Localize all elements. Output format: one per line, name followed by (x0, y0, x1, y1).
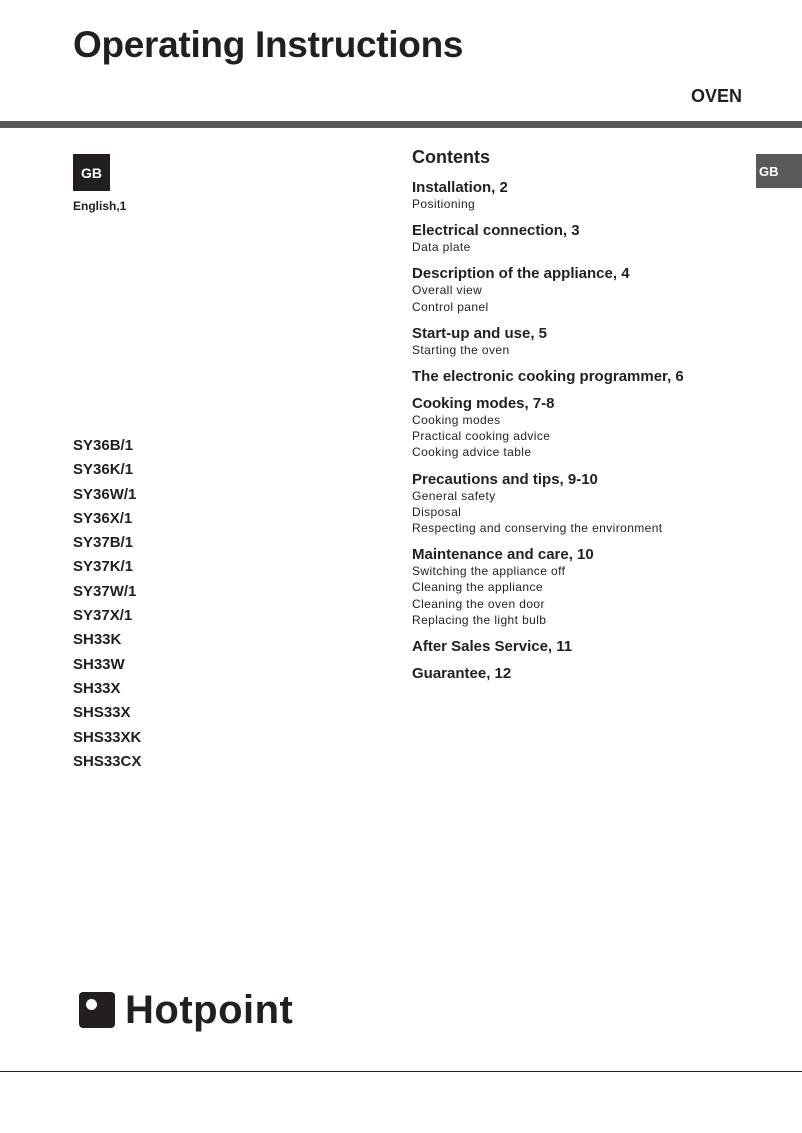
section-subitem: Control panel (412, 299, 489, 314)
model-item: SY36K/1 (73, 461, 134, 479)
model-list (73, 434, 141, 774)
contents-section (412, 222, 752, 255)
section-heading: The electronic cooking programmer, 6 (412, 368, 684, 386)
model-item: SY36W/1 (73, 485, 137, 503)
section-subitem: Cooking advice table (412, 445, 532, 460)
section-heading: Electrical connection, 3 (412, 222, 580, 240)
contents-section (412, 325, 752, 358)
section-heading: After Sales Service, 11 (412, 638, 573, 656)
header-divider (0, 121, 802, 128)
section-heading: Installation, 2 (412, 179, 508, 196)
section-subitem: Practical cooking advice (412, 429, 551, 444)
contents-section (412, 665, 752, 682)
model-item: SY37X/1 (73, 607, 133, 625)
model-item: SHS33X (73, 704, 131, 722)
model-item: SHS33XK (73, 728, 142, 746)
contents-section (412, 546, 752, 628)
section-heading: Guarantee, 12 (412, 665, 512, 683)
section-subitem: Cleaning the oven door (412, 596, 545, 611)
contents-section (412, 265, 752, 314)
model-item: SY36B/1 (73, 437, 134, 454)
section-subitem: General safety (412, 488, 496, 503)
section-subitem: Switching the appliance off (412, 564, 566, 579)
section-subitem: Data plate (412, 240, 471, 255)
page-title: Operating Instructions (73, 24, 464, 65)
model-item: SY37K/1 (73, 558, 134, 576)
model-item: SY37B/1 (73, 534, 134, 552)
language-label: English,1 (73, 199, 127, 213)
section-heading: Description of the appliance, 4 (412, 265, 630, 283)
section-subitem: Disposal (412, 504, 462, 519)
contents-section (412, 471, 752, 537)
language-side-tab: GB (756, 154, 802, 188)
model-item: SH33W (73, 655, 125, 673)
section-subitem: Starting the oven (412, 342, 510, 357)
brand-logo (79, 988, 293, 1032)
section-heading: Cooking modes, 7-8 (412, 395, 555, 413)
brand-mark-icon (79, 992, 115, 1028)
model-item: SH33K (73, 631, 122, 649)
contents-section (412, 395, 752, 461)
model-item: SH33X (73, 679, 121, 697)
section-subitem: Positioning (412, 197, 476, 211)
brand-name: Hotpoint (125, 988, 294, 1032)
table-of-contents (412, 147, 752, 692)
contents-sections (412, 179, 752, 682)
model-item: SHS33CX (73, 752, 142, 770)
contents-section (412, 638, 752, 655)
section-subitem: Cleaning the appliance (412, 580, 543, 595)
footer-divider (0, 1071, 802, 1072)
section-subitem: Cooking modes (412, 413, 501, 428)
contents-heading: Contents (412, 147, 490, 167)
contents-section (412, 179, 752, 212)
language-badge: GB (73, 154, 110, 191)
section-subitem: Respecting and conserving the environment (412, 521, 663, 536)
contents-section (412, 368, 752, 385)
model-item: SY36X/1 (73, 509, 133, 527)
section-subitem: Replacing the light bulb (412, 612, 547, 627)
section-subitem: Overall view (412, 283, 483, 298)
product-type: OVEN (690, 86, 742, 106)
section-heading: Start-up and use, 5 (412, 324, 548, 342)
section-heading: Precautions and tips, 9-10 (412, 470, 598, 488)
section-heading: Maintenance and care, 10 (412, 546, 594, 564)
model-item: SY37W/1 (73, 582, 137, 600)
